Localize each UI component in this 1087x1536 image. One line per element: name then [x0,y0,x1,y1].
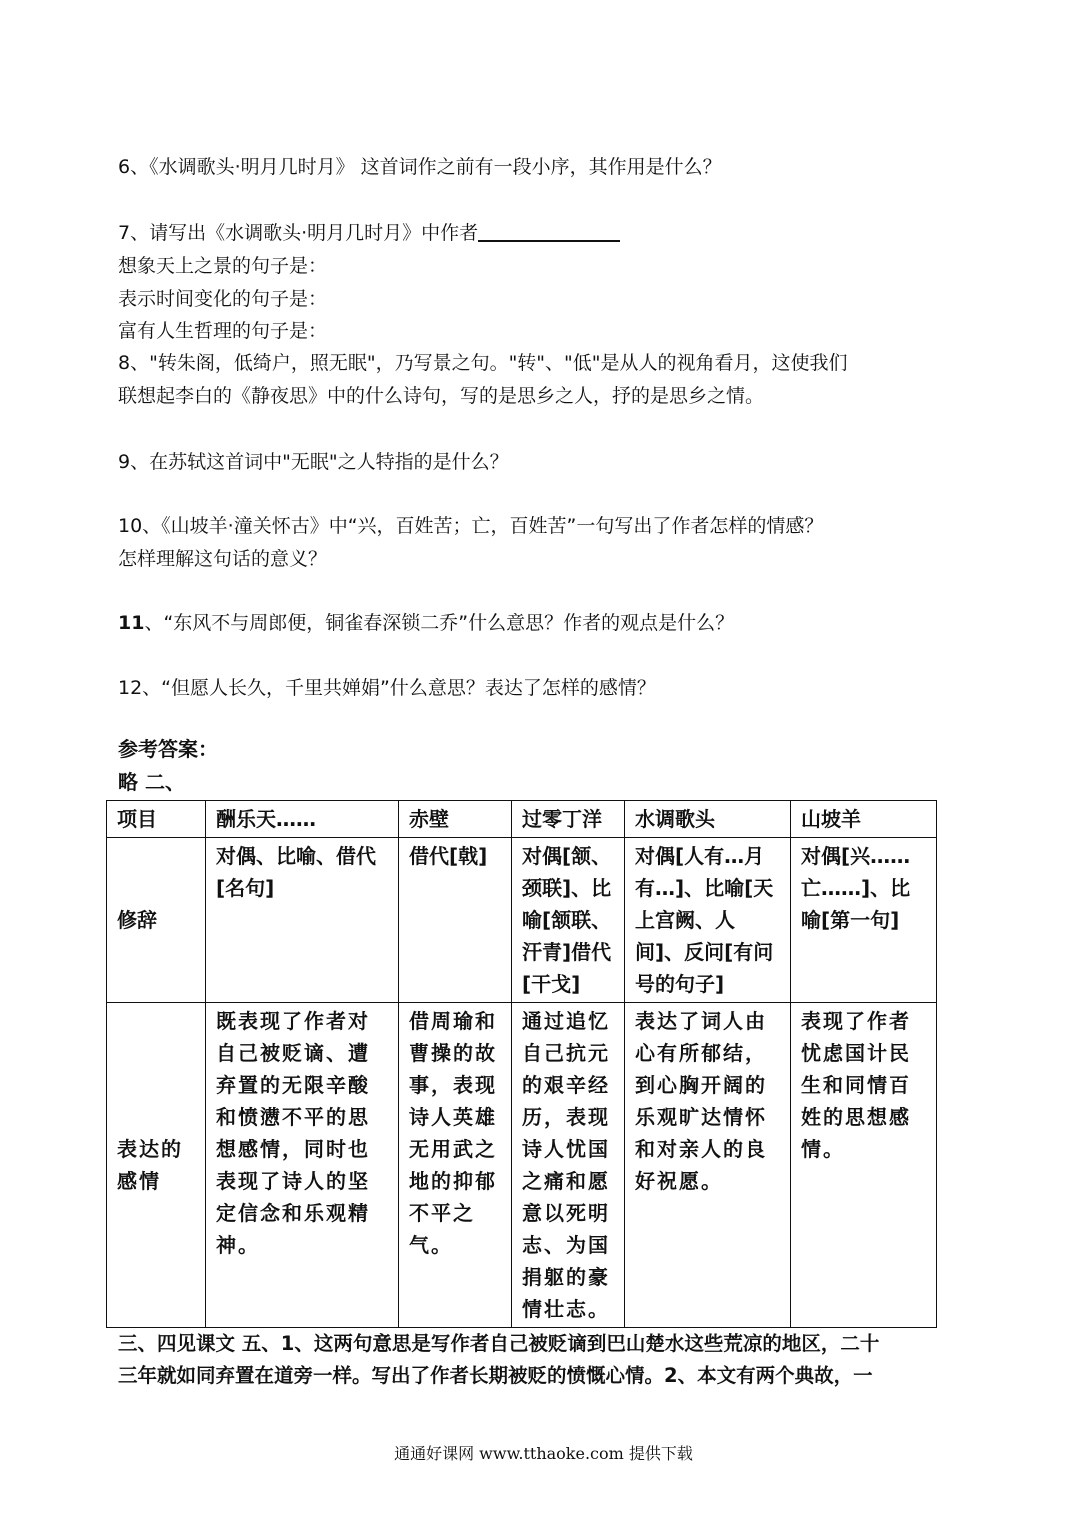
question-10-line1: 10、《山坡羊·潼关怀古》中“兴，百姓苦；亡，百姓苦”一句写出了作者怎样的情感？ [118,515,824,537]
table-header: 过零丁洋 [512,801,625,838]
question-11-text: 、“东风不与周郎便，铜雀春深锁二乔”什么意思？作者的观点是什么？ [144,612,735,634]
row-label-rhetoric: 修辞 [107,838,206,1003]
answers-subtitle: 略 二、 [118,770,185,794]
answers-title: 参考答案： [118,737,218,761]
row-label-emotion: 表达的感情 [107,1003,206,1328]
table-cell: 借周瑜和曹操的故事，表现诗人英雄无用武之地的抑郁不平之气。 [399,1003,512,1328]
table-row-rhetoric [107,838,937,1003]
question-7 [118,217,978,249]
table-header: 项目 [107,801,206,838]
table-cell: 对偶[人有…月有…]、比喻[天上宫阙、人间]、反问[有问号的句子] [625,838,791,1003]
question-11 [118,607,978,639]
table-cell: 表达了词人由心有所郁结，到心胸开阔的乐观旷达情怀和对亲人的良好祝愿。 [625,1003,791,1328]
table-cell: 对偶[颔、颈联]、比喻[颔联、汗青]借代[干戈] [512,838,625,1003]
page-footer: 通通好课网 www.tthaoke.com 提供下载 [394,1444,693,1463]
question-11-number: 11 [118,612,145,634]
question-7a: 想象天上之景的句子是： [118,255,328,277]
table-cell: 通过追忆自己抗元的艰辛经历，表现诗人忧国之痛和愿意以死明志、为国捐躯的豪情壮志。 [512,1003,625,1328]
answer-table [106,800,937,1328]
question-10-line2: 怎样理解这句话的意义？ [118,548,328,570]
table-cell: 表现了作者忧虑国计民生和同情百姓的思想感情。 [791,1003,937,1328]
question-8-line2: 联想起李白的《静夜思》中的什么诗句，写的是思乡之人，抒的是思乡之情。 [118,385,765,407]
answer-tail-line1: 三、四见课文 五、1、这两句意思是写作者自己被贬谪到巴山楚水这些荒凉的地区，二十 [118,1332,880,1355]
table-cell: 对偶、比喻、借代[名句] [206,838,399,1003]
question-9: 9、在苏轼这首词中"无眠"之人特指的是什么？ [118,451,509,473]
table-header: 酬乐天…… [206,801,399,838]
question-7b: 表示时间变化的句子是： [118,288,328,310]
question-8-line1: 8、"转朱阁，低绮户，照无眠"，乃写景之句。"转"、"低"是从人的视角看月，这使我们 [118,352,848,374]
question-7-label: 7、请写出《水调歌头·明月几时月》中作者 [118,222,479,244]
table-cell: 借代[戟] [399,838,512,1003]
table-cell: 对偶[兴……亡……]、比喻[第一句] [791,838,937,1003]
question-6: 6、《水调歌头·明月几时月》 这首词作之前有一段小序，其作用是什么？ [118,156,722,178]
table-header: 水调歌头 [625,801,791,838]
table-row-emotion [107,1003,937,1328]
table-header: 山坡羊 [791,801,937,838]
question-7c: 富有人生哲理的句子是： [118,320,328,342]
table-header: 赤壁 [399,801,512,838]
table-header-row [107,801,937,838]
question-12: 12、“但愿人长久，千里共婵娟”什么意思？表达了怎样的感情？ [118,677,656,699]
table-cell: 既表现了作者对自己被贬谪、遭弃置的无限辛酸和愤懑不平的思想感情，同时也表现了诗人的坚定信念和乐观精神。 [206,1003,399,1328]
answer-tail-line2: 三年就如同弃置在道旁一样。写出了作者长期被贬的愤慨心情。2、本文有两个典故，一 [118,1364,873,1387]
answer-blank[interactable] [478,218,620,242]
